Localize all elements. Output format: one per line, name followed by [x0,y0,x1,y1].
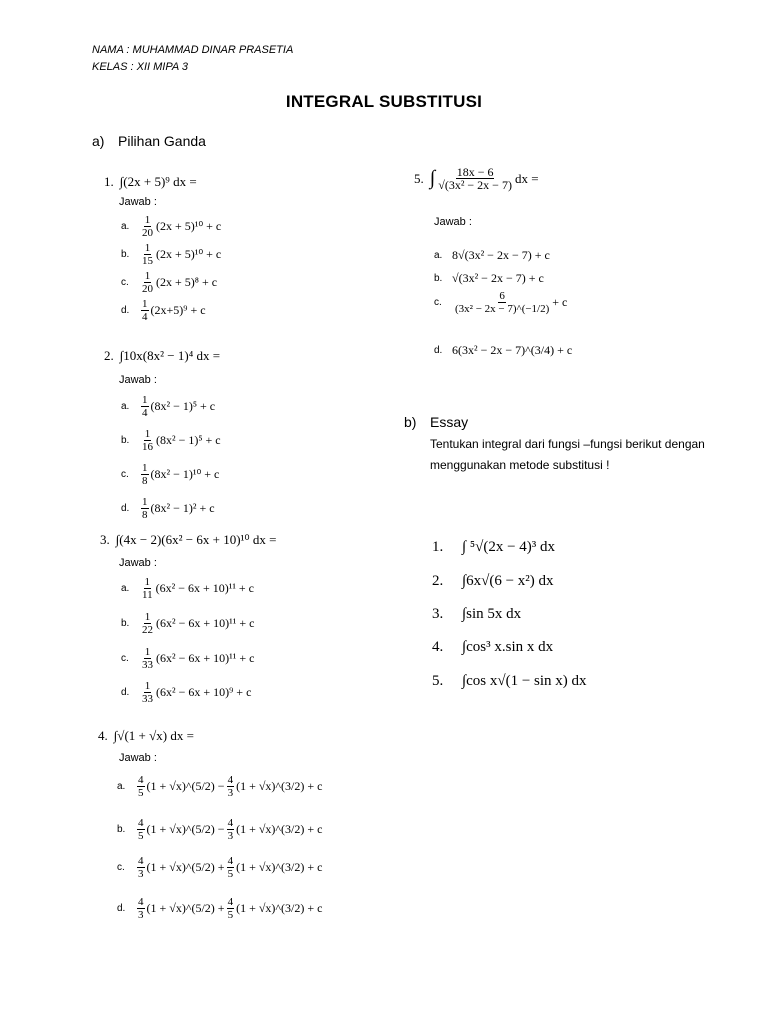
answer-option: c. $\frac{6}{\text{(3x² − 2x − 7)\textasciicircum{}(−1/2)}}$ + c [434,290,568,315]
question-expression: ∫(2x + 5)⁹ dx = [119,174,197,189]
answer-option: d. $\frac{1}{8}$ (8x² − 1)² + c [121,496,215,521]
answer-option: b. $\frac{1}{22}$ (6x² − 6x + 10)¹¹ + c [121,611,255,636]
section-b-heading [404,414,468,430]
answer-option: d. $\frac{1}{4}$ (2x+5)⁹ + c [121,298,206,323]
answer-option: a. $\frac{1}{20}$ (2x + 5)¹⁰ + c [121,214,222,239]
answer-option: b. $\frac{4}{5}$ (1 + √x)^(5/2) − $\frac{4}{3}$ (1 + √x)^(3/2) + c [117,817,323,842]
jawab-label: Jawab : [119,374,157,386]
integral-sign: ∫ [429,167,436,189]
answer-option: d. 6(3x² − 2x − 7)^(3/4) + c [434,343,573,357]
answer-option: c. $\frac{1}{8}$ (8x² − 1)¹⁰ + c [121,462,220,487]
question-denominator: √(3x² − 2x − 7) [438,178,512,192]
jawab-label: Jawab : [434,216,472,228]
section-a-heading [92,133,206,149]
essay-instruction: Tentukan integral dari fungsi –fungsi berikut dengan menggunakan metode substitusi ! [430,437,705,472]
page-title: INTEGRAL SUBSTITUSI [285,92,483,111]
essay-item: 3. ∫sin 5x dx [432,606,522,622]
essay-item: 1. ∫ ⁵√(2x − 4)³ dx [432,539,556,555]
answer-option: c. $\frac{4}{3}$ (1 + √x)^(5/2) + $\frac{4}{5}$ (1 + √x)^(3/2) + c [117,855,323,880]
answer-option: b. $\frac{1}{15}$ (2x + 5)¹⁰ + c [121,242,222,267]
question-1 [104,174,197,190]
answer-option: d. $\frac{4}{3}$ (1 + √x)^(5/2) + $\frac{4}{5}$ (1 + √x)^(3/2) + c [117,896,323,921]
question-number: 1. [104,174,114,189]
answer-option: d. $\frac{1}{33}$ (6x² − 6x + 10)⁹ + c [121,680,252,705]
question-number: 5. [414,170,424,186]
student-class: KELAS : XII MIPA 3 [92,61,188,73]
question-4 [98,728,194,744]
essay-item: 5. ∫cos x√(1 − sin x) dx [432,673,587,689]
question-expression: ∫10x(8x² − 1)⁴ dx = [119,348,221,363]
answer-option: a. $\frac{1}{11}$ (6x² − 6x + 10)¹¹ + c [121,576,255,601]
essay-item: 2. ∫6x√(6 − x²) dx [432,573,554,589]
jawab-label: Jawab : [119,557,157,569]
jawab-label: Jawab : [119,752,157,764]
question-expression: ∫√(1 + √x) dx = [113,728,194,743]
section-b-label: Essay [430,414,469,430]
question-expression: ∫(4x − 2)(6x² − 6x + 10)¹⁰ dx = [115,532,277,547]
student-name: NAMA : MUHAMMAD DINAR PRASETIA [92,44,294,56]
answer-option: a. $\frac{1}{4}$ (8x² − 1)⁵ + c [121,394,216,419]
section-b-letter: b) [404,414,417,430]
answer-option: c. $\frac{1}{33}$ (6x² − 6x + 10)¹¹ + c [121,646,255,671]
answer-option: c. $\frac{1}{20}$ (2x + 5)⁸ + c [121,270,218,295]
essay-item: 4. ∫cos³ x.sin x dx [432,639,554,655]
section-a-label: Pilihan Ganda [118,133,206,149]
answer-option: a. $\frac{4}{5}$ (1 + √x)^(5/2) − $\frac{4}{3}$ (1 + √x)^(3/2) + c [117,774,323,799]
jawab-label: Jawab : [119,196,157,208]
question-5 [414,166,539,191]
question-number: 3. [100,532,110,547]
question-2 [104,348,220,364]
answer-option: b. √(3x² − 2x − 7) + c [434,271,544,285]
question-3 [100,532,276,548]
section-a-letter: a) [92,133,105,149]
question-number: 2. [104,348,114,363]
question-numerator: 18x − 6 [456,165,494,179]
answer-option: b. $\frac{1}{16}$ (8x² − 1)⁵ + c [121,428,221,453]
answer-option: a. 8√(3x² − 2x − 7) + c [434,248,550,262]
question-number: 4. [98,728,108,743]
question-tail: dx = [514,170,539,186]
